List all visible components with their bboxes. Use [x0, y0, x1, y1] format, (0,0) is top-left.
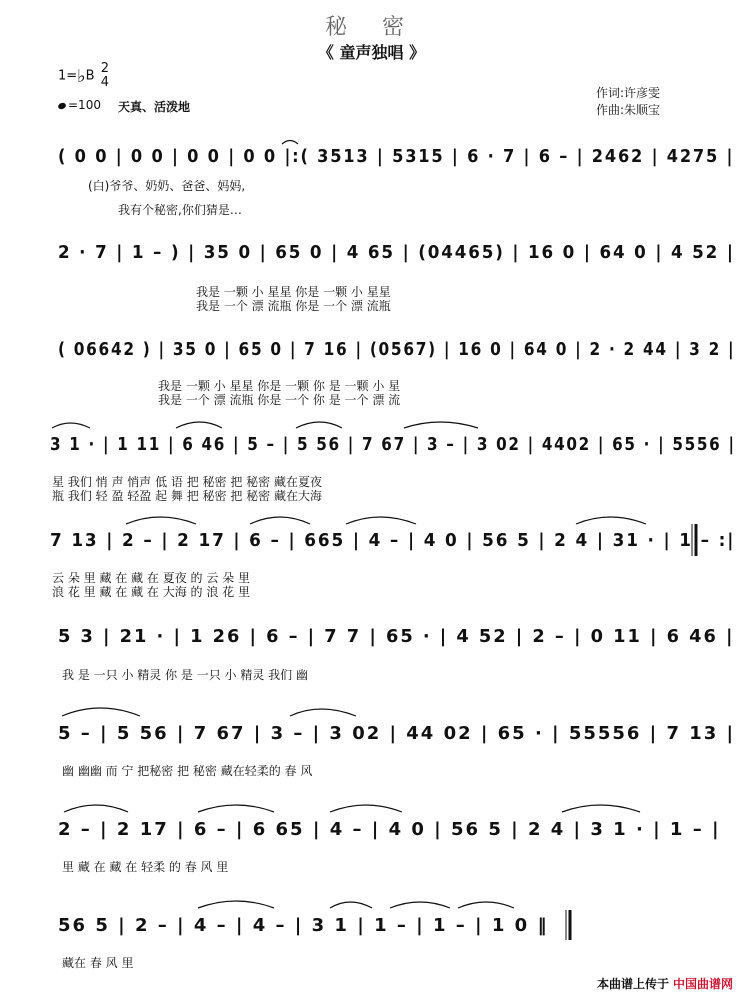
meter-bottom: 4	[100, 75, 110, 90]
slur	[390, 902, 450, 908]
lyric-row-2-line-1: 我是 一颗 小 星星 你是 一颗 小 星星	[196, 285, 391, 299]
slur	[296, 422, 342, 428]
slur	[562, 805, 640, 812]
slur	[198, 805, 274, 812]
slur	[176, 422, 222, 428]
slur	[404, 422, 478, 428]
key-note: B	[85, 68, 95, 84]
slur	[198, 901, 274, 908]
footer-brand-logo[interactable]: 中国曲谱网	[672, 977, 733, 991]
meter-top: 2	[100, 61, 110, 76]
notation-row-3: ( 06642 ) | 35 0 | 65 0 | 7 16 | (0567) | 16 0 | 64 0 | 2 · 2 44 | 3 2 |	[58, 339, 736, 360]
lyric-row-4-line-1: 星 我们 悄 声 悄声 低 语 把 秘密 把 秘密 藏在夏夜	[52, 475, 322, 489]
lyric-row-3-line-2: 我是 一个 漂 流瓶 你是 一个 你 是 一个 漂 流	[158, 393, 401, 407]
footer-text: 本曲谱上传于	[596, 977, 669, 991]
slur	[346, 517, 416, 524]
slur	[250, 517, 310, 524]
lyric-row-2-line-2: 我是 一个 漂 流瓶 你是 一个 漂 流瓶	[196, 299, 391, 313]
lyric-row-5-line-1: 云 朵 里 藏 在 藏 在 夏夜 的 云 朵 里	[52, 571, 250, 585]
slur	[64, 805, 128, 812]
flat-symbol: ♭	[77, 65, 86, 87]
notation-row-9: 56 5 | 2 – | 4 – | 4 – | 3 1 | 1 – | 1 – | 1 0 ‖	[58, 915, 549, 936]
notation-row-1: ( 0 0 | 0 0 | 0 0 | 0 0 |:( 3513 | 5315 | 6 · 7 | 6 – | 2462 | 4275 |	[58, 146, 735, 167]
lyric-row-8-line-1: 里 藏 在 藏 在 轻柔 的 春 风 里	[62, 860, 229, 874]
slur	[290, 709, 356, 716]
lyric-row-9-line-1: 藏在 春 风 里	[62, 956, 134, 970]
key-prefix: 1=	[58, 68, 78, 84]
slur	[126, 517, 196, 524]
notation-row-5: 7 13 | 2 – | 2 17 | 6 – | 665 | 4 – | 4 0 | 56 5 | 2 4 | 31 · | 1 – :|	[50, 530, 736, 551]
lyric-row-6-line-1: 我 是 一只 小 精灵 你 是 一只 小 精灵 我们 幽	[62, 668, 308, 682]
lyric-row-1-line-2: 我有个秘密,你们猜是…	[118, 203, 242, 217]
song-title: 秘 密	[325, 15, 418, 40]
slur	[52, 423, 90, 428]
lyric-row-1-line-1: (白)爷爷、奶奶、爸爸、妈妈,	[88, 179, 246, 193]
notation-row-6: 5 3 | 21 · | 1 26 | 6 – | 7 7 | 65 · | 4 52 | 2 – | 0 11 | 6 46 |	[58, 626, 735, 647]
lyric-row-7-line-1: 幽 幽幽 而 宁 把秘密 把 秘密 藏在轻柔的 春 风	[62, 764, 313, 778]
expression-marking: 天真、活泼地	[118, 100, 191, 114]
notation-row-4: 3 1 · | 1 11 | 6 46 | 5 – | 5 56 | 7 67 | 3 – | 3 02 | 4402 | 65 · | 5556 |	[50, 434, 736, 455]
footer-credit	[597, 975, 733, 992]
lyric-row-5-line-2: 浪 花 里 藏 在 藏 在 大海 的 浪 花 里	[52, 585, 250, 599]
notation-row-7: 5 – | 5 56 | 7 67 | 3 – | 3 02 | 44 02 | 65 · | 55556 | 7 13 |	[58, 723, 736, 744]
notation-row-2: 2 · 7 | 1 – ) | 35 0 | 65 0 | 4 65 | (04465) | 16 0 | 64 0 | 4 52 |	[58, 242, 735, 263]
lyric-row-4-line-2: 瓶 我们 轻 盈 轻盈 起 舞 把 秘密 把 秘密 藏在大海	[52, 489, 322, 503]
slur	[62, 708, 140, 716]
slur	[576, 517, 646, 524]
fermata-mark	[282, 141, 298, 145]
notation-row-8: 2 – | 2 17 | 6 – | 6 65 | 4 – | 4 0 | 56 5 | 2 4 | 3 1 · | 1 – |	[58, 819, 721, 840]
tempo-value: =100	[68, 98, 101, 112]
lyricist: 作词:许彦雯	[596, 86, 661, 100]
slur	[330, 902, 372, 908]
composer: 作曲:朱顺宝	[596, 103, 661, 117]
song-subtitle: 《 童声独唱 》	[317, 43, 426, 62]
slur	[458, 902, 514, 908]
slur	[330, 805, 402, 812]
lyric-row-3-line-1: 我是 一颗 小 星星 你是 一颗 你 是 一颗 小 星	[158, 379, 401, 393]
